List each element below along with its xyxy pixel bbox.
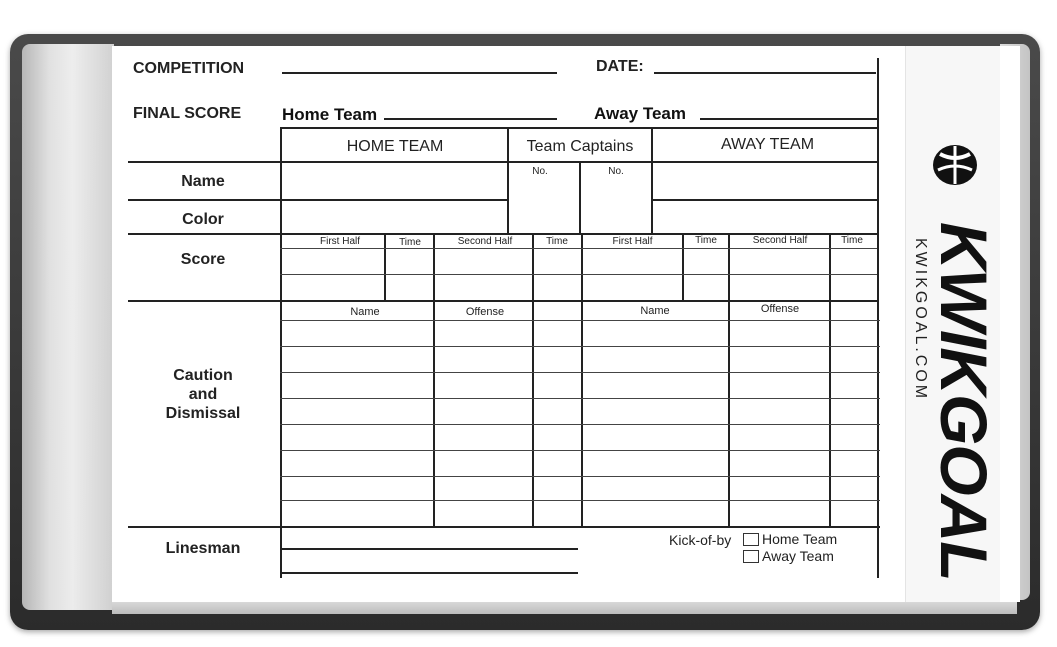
away-team-label: Away Team — [594, 104, 686, 123]
kickoff-away-checkbox[interactable] — [743, 550, 759, 563]
row-label-linesman: Linesman — [165, 540, 241, 557]
score-divider-2 — [433, 233, 435, 301]
home-team-line[interactable] — [384, 118, 557, 120]
brand-logo: KWIKGOAL — [927, 222, 1001, 581]
row-label-name: Name — [181, 173, 225, 190]
caution-line-3 — [280, 372, 880, 373]
linesman-left-border — [280, 526, 282, 578]
caution-col-offense-away: Offense — [760, 303, 800, 315]
captain-no-label-home: No. — [532, 166, 548, 177]
caution-line-2 — [280, 346, 880, 347]
table-top-line — [280, 127, 877, 129]
captain-no-divider — [579, 161, 581, 233]
score-col-second-half-home: Second Half — [457, 236, 513, 247]
score-col-time-2: Time — [546, 236, 568, 247]
header-bottom-line — [128, 161, 877, 163]
score-col-first-half-away: First Half — [612, 236, 653, 247]
soccer-ball-icon — [930, 140, 980, 190]
score-divider-6 — [728, 233, 730, 527]
home-team-label: Home Team — [282, 105, 378, 124]
captains-right-border — [651, 127, 653, 233]
name-row-bottom-away — [651, 199, 877, 201]
caution-line-4 — [280, 398, 880, 399]
score-col-first-half-home: First Half — [320, 236, 360, 247]
caution-bottom-line — [128, 526, 880, 528]
table-left-border — [280, 127, 282, 527]
home-team-header: HOME TEAM — [346, 138, 444, 155]
caution-line-6 — [280, 450, 880, 451]
score-col-time-1: Time — [399, 237, 421, 248]
kickoff-away-label: Away Team — [762, 548, 834, 564]
caution-line-1 — [280, 320, 880, 321]
caution-col-name-home: Name — [350, 306, 380, 318]
caution-line-5 — [280, 424, 880, 425]
caution-line-8 — [280, 500, 880, 501]
captain-no-label-away: No. — [608, 166, 624, 177]
row-label-score: Score — [180, 251, 226, 268]
linesman-line-2[interactable] — [282, 572, 578, 574]
date-line[interactable] — [654, 72, 876, 74]
away-team-header: AWAY TEAM — [720, 136, 815, 153]
kickoff-label: Kick-of-by — [669, 532, 732, 548]
row-label-caution: Caution and Dismissal — [165, 367, 241, 422]
score-col-second-half-away: Second Half — [752, 235, 808, 246]
linesman-line-1[interactable] — [282, 548, 578, 550]
caution-col-name-away: Name — [640, 305, 670, 317]
score-divider-7 — [829, 233, 831, 527]
brand-url: KWIKGOAL.COM — [912, 238, 929, 402]
score-row-bottom-line — [128, 300, 877, 302]
score-divider-1 — [384, 233, 386, 301]
final-score-label: FINAL SCORE — [133, 105, 242, 122]
kickoff-home-checkbox[interactable] — [743, 533, 759, 546]
caution-line-7 — [280, 476, 880, 477]
competition-label: COMPETITION — [133, 60, 245, 77]
kickoff-home-label: Home Team — [762, 531, 838, 547]
away-team-line[interactable] — [700, 118, 877, 120]
left-sleeve — [22, 44, 114, 610]
date-label: DATE: — [596, 58, 644, 75]
score-divider-3 — [532, 233, 534, 527]
score-col-time-3: Time — [695, 235, 717, 246]
score-card — [112, 46, 1020, 602]
score-divider-4 — [581, 233, 583, 527]
score-mid-line — [280, 274, 877, 275]
score-header-line — [280, 248, 877, 249]
caution-col-offense-home: Offense — [465, 306, 505, 318]
row-label-color: Color — [182, 211, 224, 228]
name-row-bottom-home — [128, 199, 508, 201]
score-col-time-4: Time — [841, 235, 863, 246]
team-captains-header: Team Captains — [526, 138, 634, 155]
competition-line[interactable] — [282, 72, 557, 74]
caution-divider-home — [433, 300, 435, 527]
